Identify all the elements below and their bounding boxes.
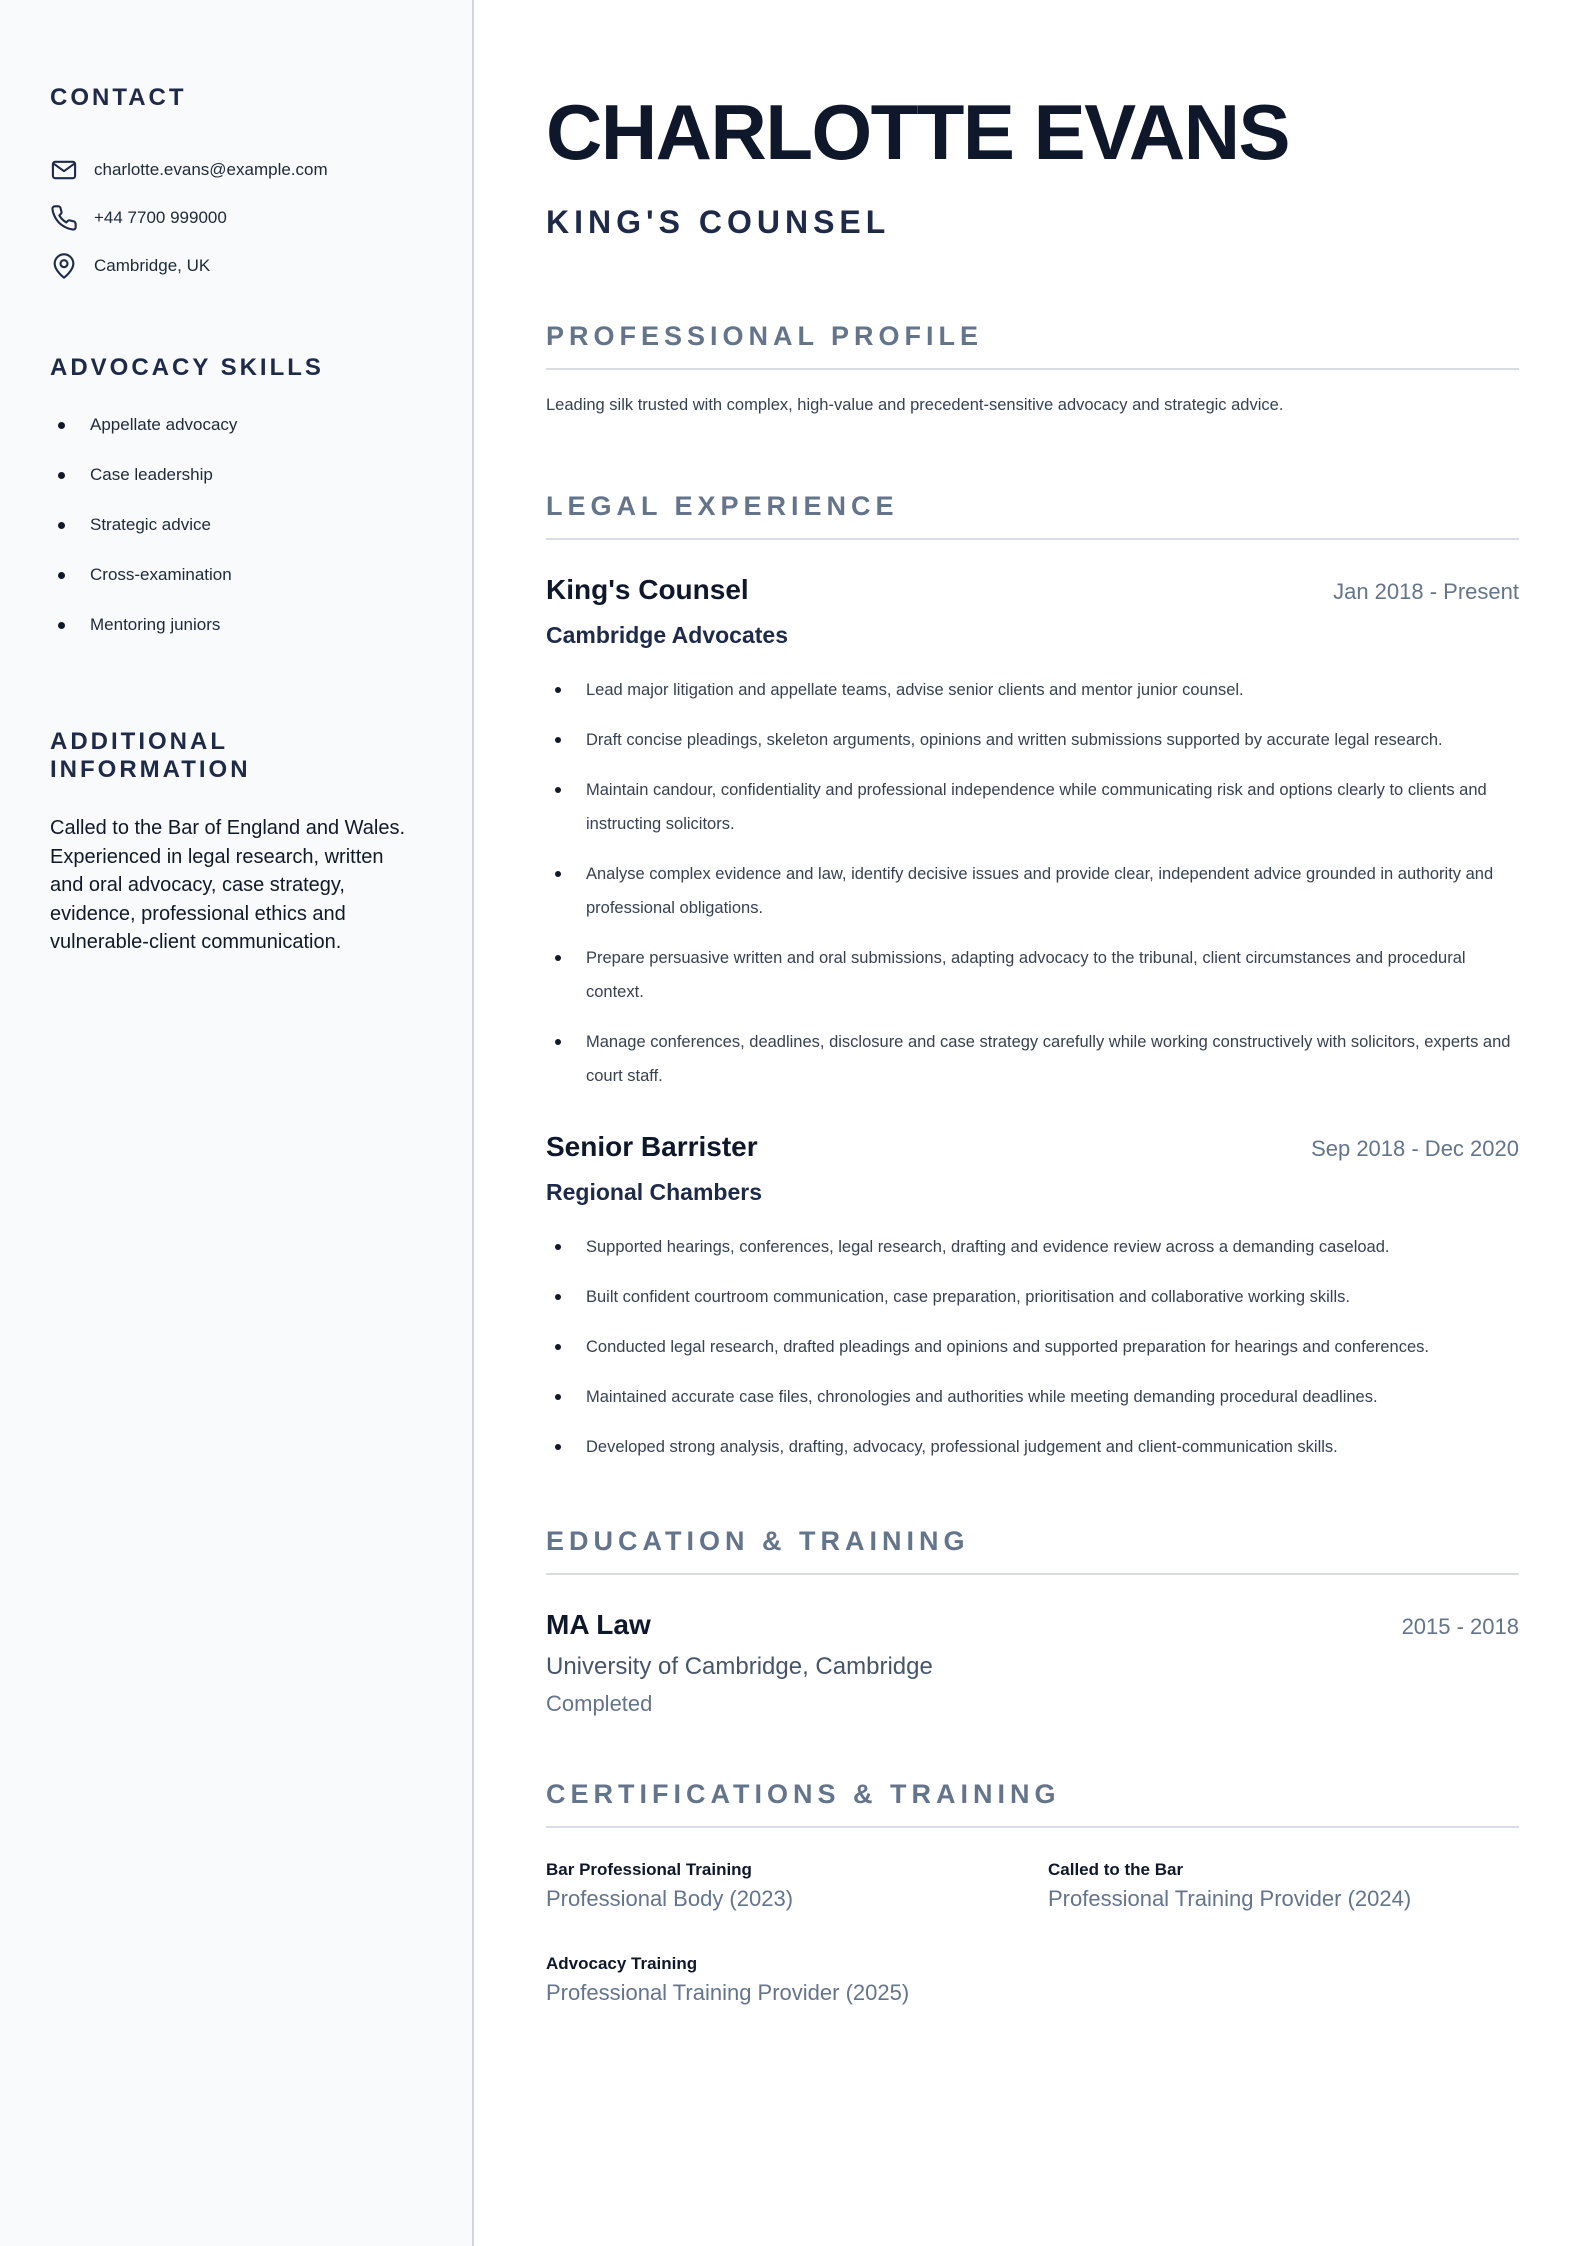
job-entry — [546, 574, 1519, 1093]
main-content — [474, 0, 1588, 2246]
certifications-heading: CERTIFICATIONS & TRAINING — [546, 1779, 1519, 1828]
certification-name: Bar Professional Training — [546, 1860, 752, 1879]
certification-item — [546, 1954, 1048, 2006]
phone-icon — [50, 204, 78, 232]
certification-detail: Professional Body (2023) — [546, 1886, 794, 1911]
degree-title: MA Law — [546, 1609, 651, 1640]
job-bullet: Manage conferences, deadlines, disclosure and case strategy carefully while working constructively with solicitors, experts and court staff. — [546, 1025, 1519, 1093]
education-school: University of Cambridge, Cambridge — [546, 1653, 933, 1680]
skill-item: Mentoring juniors — [50, 610, 422, 660]
contact-location — [50, 242, 422, 290]
certification-detail: Professional Training Provider (2024) — [1048, 1886, 1412, 1911]
job-bullet: Conducted legal research, drafted pleadings and opinions and supported preparation for hearings and conferences. — [546, 1330, 1519, 1364]
job-bullet: Draft concise pleadings, skeleton arguments, opinions and written submissions supported by accurate legal research. — [546, 723, 1519, 757]
skills-list — [50, 410, 422, 660]
contact-email-text: charlotte.evans@example.com — [94, 160, 328, 179]
certification-item — [546, 1860, 1048, 1912]
job-title: King's Counsel — [546, 574, 749, 605]
certification-name: Advocacy Training — [546, 1954, 698, 1973]
job-bullet: Analyse complex evidence and law, identify decisive issues and provide clear, independent advice grounded in authority and professional obligations. — [546, 857, 1519, 925]
contact-phone-text: +44 7700 999000 — [94, 208, 227, 227]
certification-detail: Professional Training Provider (2025) — [546, 1980, 910, 2005]
job-bullet: Lead major litigation and appellate teams, advise senior clients and mentor junior counsel. — [546, 673, 1519, 707]
contact-phone[interactable] — [50, 194, 422, 242]
skills-heading: ADVOCACY SKILLS — [50, 354, 324, 381]
skill-item: Appellate advocacy — [50, 410, 422, 460]
education-dates: 2015 - 2018 — [1401, 1614, 1519, 1639]
profile-heading: PROFESSIONAL PROFILE — [546, 321, 1519, 370]
candidate-name: CHARLOTTE EVANS — [546, 88, 1290, 176]
job-organization: Cambridge Advocates — [546, 622, 788, 648]
envelope-icon — [50, 156, 78, 184]
job-bullet: Supported hearings, conferences, legal research, drafting and evidence review across a demanding caseload. — [546, 1230, 1519, 1264]
skill-item: Cross-examination — [50, 560, 422, 610]
job-entry — [546, 1131, 1519, 1464]
candidate-role: KING'S COUNSEL — [546, 204, 891, 240]
contact-email[interactable] — [50, 146, 422, 194]
job-bullets — [546, 1230, 1519, 1464]
experience-heading: LEGAL EXPERIENCE — [546, 491, 1519, 540]
education-heading: EDUCATION & TRAINING — [546, 1526, 1519, 1575]
job-bullet: Developed strong analysis, drafting, advocacy, professional judgement and client-communication skills. — [546, 1430, 1519, 1464]
education-entry — [546, 1609, 1519, 1717]
job-bullet: Prepare persuasive written and oral submissions, adapting advocacy to the tribunal, client circumstances and procedural context. — [546, 941, 1519, 1009]
skill-item: Case leadership — [50, 460, 422, 510]
job-bullets — [546, 673, 1519, 1093]
job-bullet: Maintain candour, confidentiality and professional independence while communicating risk and options clearly to clients and instructing solicitors. — [546, 773, 1519, 841]
job-dates: Jan 2018 - Present — [1333, 579, 1519, 604]
job-organization: Regional Chambers — [546, 1179, 762, 1205]
job-title: Senior Barrister — [546, 1131, 758, 1162]
certifications-grid — [546, 1860, 1519, 2006]
skill-item: Strategic advice — [50, 510, 422, 560]
job-bullet: Maintained accurate case files, chronologies and authorities while meeting demanding procedural deadlines. — [546, 1380, 1519, 1414]
certification-name: Called to the Bar — [1048, 1860, 1184, 1879]
contact-heading: CONTACT — [50, 84, 187, 111]
contact-list — [50, 146, 422, 290]
job-dates: Sep 2018 - Dec 2020 — [1311, 1136, 1519, 1161]
profile-text: Leading silk trusted with complex, high-value and precedent-sensitive advocacy and strategic advice. — [546, 396, 1284, 414]
map-pin-icon — [50, 252, 78, 280]
additional-info-text: Called to the Bar of England and Wales. Experienced in legal research, written and oral advocacy, case strategy, evidence, professional ethics and vulnerable-client communication. — [50, 817, 406, 953]
contact-location-text: Cambridge, UK — [94, 256, 211, 275]
sidebar — [0, 0, 474, 2246]
certification-item — [1048, 1860, 1519, 1912]
job-bullet: Built confident courtroom communication, case preparation, prioritisation and collaborative working skills. — [546, 1280, 1519, 1314]
additional-info-heading: ADDITIONAL INFORMATION — [50, 728, 251, 783]
education-status: Completed — [546, 1691, 653, 1716]
